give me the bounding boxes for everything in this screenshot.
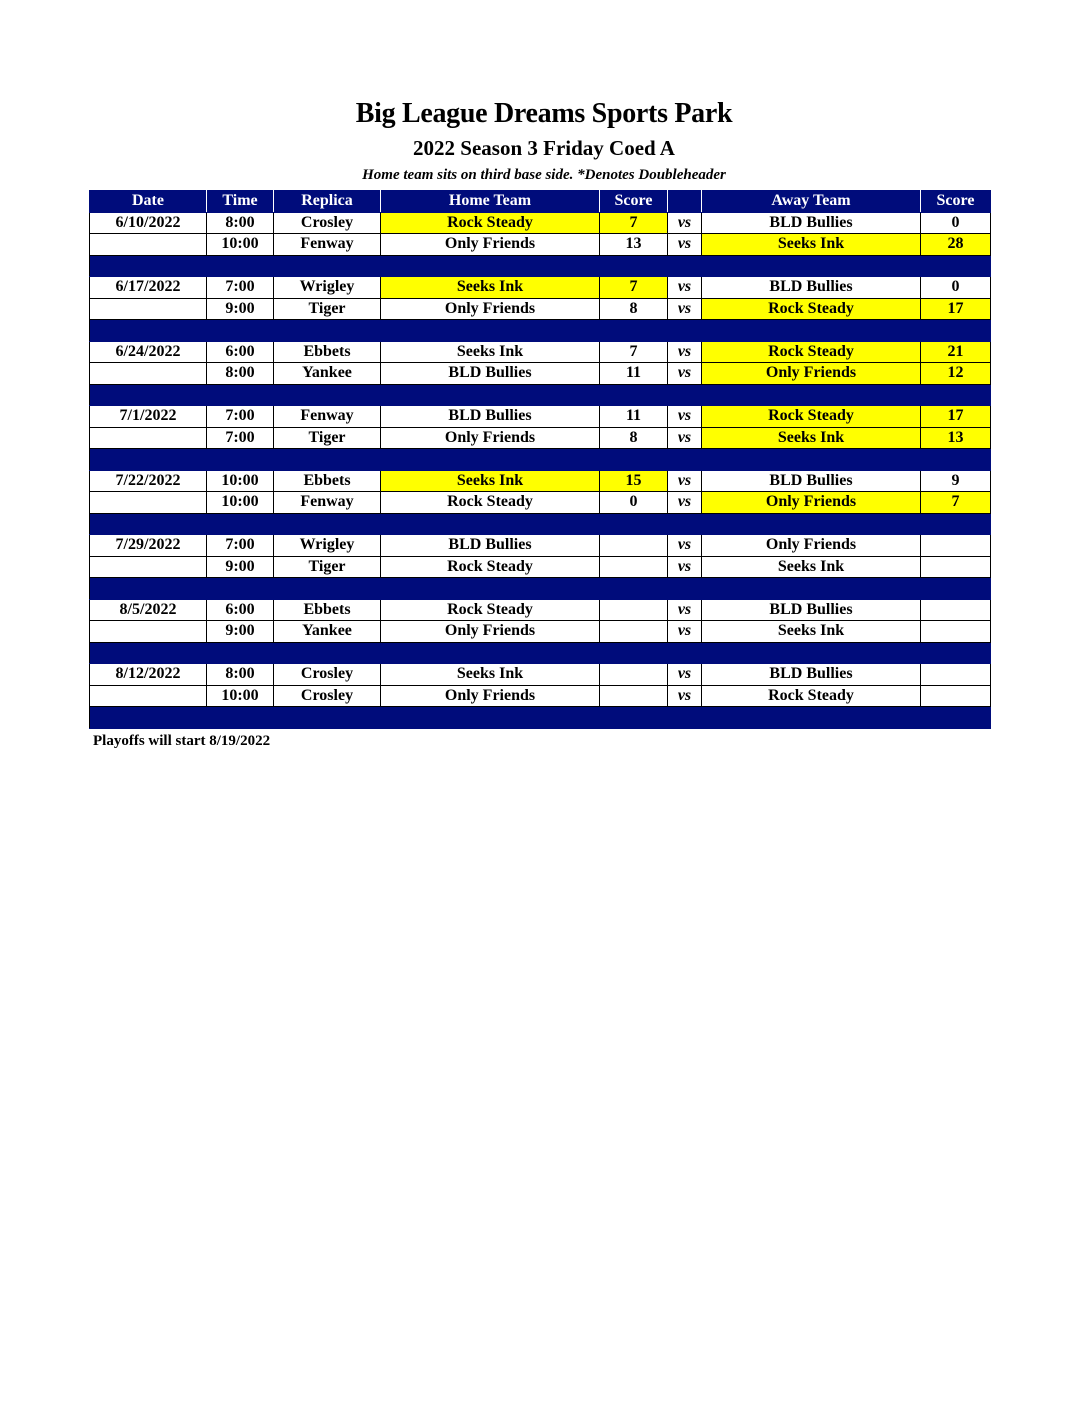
away-team-cell: BLD Bullies	[702, 212, 921, 234]
away-score-cell	[921, 621, 991, 643]
field-cell: Crosley	[274, 664, 381, 686]
home-score-cell: 7	[600, 212, 668, 234]
field-cell: Fenway	[274, 234, 381, 256]
separator-cell	[600, 578, 668, 600]
vs-cell: vs	[668, 556, 702, 578]
separator-cell	[90, 384, 207, 406]
table-row	[90, 664, 991, 686]
separator-cell	[90, 449, 207, 471]
time-cell: 8:00	[207, 664, 274, 686]
home-score-cell	[600, 556, 668, 578]
home-score-cell: 0	[600, 492, 668, 514]
separator-cell	[702, 513, 921, 535]
col-header-replica: Replica	[274, 191, 381, 213]
separator-cell	[702, 578, 921, 600]
away-team-cell: Seeks Ink	[702, 621, 921, 643]
time-cell: 9:00	[207, 556, 274, 578]
away-team-cell: Rock Steady	[702, 298, 921, 320]
separator-cell	[207, 320, 274, 342]
home-team-cell: BLD Bullies	[381, 363, 600, 385]
separator-cell	[600, 384, 668, 406]
away-score-cell	[921, 664, 991, 686]
separator-cell	[381, 320, 600, 342]
vs-cell: vs	[668, 298, 702, 320]
separator-cell	[668, 320, 702, 342]
away-team-cell: Rock Steady	[702, 685, 921, 707]
playoffs-note: Playoffs will start 8/19/2022	[93, 733, 271, 749]
separator-cell	[702, 449, 921, 471]
separator-cell	[921, 513, 991, 535]
separator-cell	[600, 513, 668, 535]
field-cell: Fenway	[274, 406, 381, 428]
vs-cell: vs	[668, 406, 702, 428]
col-header-date: Date	[90, 191, 207, 213]
away-score-cell: 21	[921, 341, 991, 363]
separator-cell	[668, 642, 702, 664]
vs-cell: vs	[668, 492, 702, 514]
away-team-cell: Rock Steady	[702, 341, 921, 363]
separator-cell	[921, 642, 991, 664]
col-header-away-team: Away Team	[702, 191, 921, 213]
separator-cell	[600, 707, 668, 729]
home-score-cell	[600, 621, 668, 643]
page-subtitle: 2022 Season 3 Friday Coed A	[413, 136, 675, 160]
separator-cell	[207, 513, 274, 535]
separator-cell	[274, 707, 381, 729]
home-team-cell: Seeks Ink	[381, 664, 600, 686]
week-separator-row	[90, 513, 991, 535]
separator-cell	[207, 707, 274, 729]
vs-cell: vs	[668, 664, 702, 686]
home-team-cell: Only Friends	[381, 685, 600, 707]
separator-cell	[600, 320, 668, 342]
home-score-cell: 7	[600, 341, 668, 363]
week-separator-row	[90, 707, 991, 729]
home-team-cell: Seeks Ink	[381, 341, 600, 363]
home-score-cell: 8	[600, 427, 668, 449]
separator-cell	[381, 707, 600, 729]
vs-cell: vs	[668, 535, 702, 557]
date-cell: 6/10/2022	[90, 212, 207, 234]
field-cell: Tiger	[274, 427, 381, 449]
separator-cell	[668, 513, 702, 535]
time-cell: 9:00	[207, 298, 274, 320]
home-score-cell	[600, 685, 668, 707]
home-score-cell	[600, 664, 668, 686]
away-team-cell: Seeks Ink	[702, 556, 921, 578]
home-score-cell: 11	[600, 406, 668, 428]
separator-cell	[207, 642, 274, 664]
field-cell: Yankee	[274, 363, 381, 385]
separator-cell	[668, 449, 702, 471]
date-cell: 7/1/2022	[90, 406, 207, 428]
separator-cell	[600, 449, 668, 471]
field-cell: Yankee	[274, 621, 381, 643]
table-row	[90, 212, 991, 234]
page-title: Big League Dreams Sports Park	[355, 98, 733, 129]
table-row	[90, 341, 991, 363]
time-cell: 7:00	[207, 406, 274, 428]
field-cell: Ebbets	[274, 341, 381, 363]
vs-cell: vs	[668, 685, 702, 707]
field-cell: Wrigley	[274, 277, 381, 299]
away-score-cell: 7	[921, 492, 991, 514]
col-header-vs	[668, 191, 702, 213]
separator-cell	[600, 642, 668, 664]
date-cell	[90, 427, 207, 449]
home-score-cell: 15	[600, 470, 668, 492]
away-score-cell	[921, 599, 991, 621]
field-cell: Tiger	[274, 556, 381, 578]
table-row	[90, 535, 991, 557]
home-score-cell: 13	[600, 234, 668, 256]
home-score-cell: 7	[600, 277, 668, 299]
date-cell: 7/22/2022	[90, 470, 207, 492]
separator-cell	[381, 642, 600, 664]
home-team-cell: BLD Bullies	[381, 535, 600, 557]
separator-cell	[381, 255, 600, 277]
away-score-cell: 9	[921, 470, 991, 492]
separator-cell	[207, 449, 274, 471]
away-score-cell: 12	[921, 363, 991, 385]
home-team-cell: Seeks Ink	[381, 470, 600, 492]
home-team-cell: Rock Steady	[381, 599, 600, 621]
table-row	[90, 470, 991, 492]
table-row	[90, 556, 991, 578]
separator-cell	[381, 384, 600, 406]
separator-cell	[668, 578, 702, 600]
separator-cell	[702, 384, 921, 406]
date-cell	[90, 234, 207, 256]
date-cell: 8/12/2022	[90, 664, 207, 686]
separator-cell	[668, 255, 702, 277]
field-cell: Ebbets	[274, 599, 381, 621]
date-cell	[90, 621, 207, 643]
time-cell: 9:00	[207, 621, 274, 643]
date-cell: 8/5/2022	[90, 599, 207, 621]
away-team-cell: BLD Bullies	[702, 277, 921, 299]
separator-cell	[600, 255, 668, 277]
date-cell	[90, 298, 207, 320]
col-header-home-team: Home Team	[381, 191, 600, 213]
separator-cell	[274, 513, 381, 535]
table-row	[90, 621, 991, 643]
away-score-cell	[921, 535, 991, 557]
time-cell: 6:00	[207, 341, 274, 363]
separator-cell	[921, 320, 991, 342]
away-score-cell	[921, 556, 991, 578]
away-team-cell: BLD Bullies	[702, 599, 921, 621]
home-team-cell: BLD Bullies	[381, 406, 600, 428]
separator-cell	[668, 384, 702, 406]
vs-cell: vs	[668, 599, 702, 621]
away-score-cell: 28	[921, 234, 991, 256]
date-cell: 6/24/2022	[90, 341, 207, 363]
schedule-table	[89, 190, 991, 729]
separator-cell	[274, 255, 381, 277]
vs-cell: vs	[668, 234, 702, 256]
date-cell	[90, 492, 207, 514]
table-row	[90, 298, 991, 320]
home-team-cell: Only Friends	[381, 234, 600, 256]
home-team-cell: Only Friends	[381, 621, 600, 643]
separator-cell	[702, 320, 921, 342]
week-separator-row	[90, 578, 991, 600]
home-score-cell	[600, 535, 668, 557]
table-row	[90, 277, 991, 299]
home-team-cell: Rock Steady	[381, 556, 600, 578]
field-cell: Tiger	[274, 298, 381, 320]
separator-cell	[90, 642, 207, 664]
away-team-cell: Seeks Ink	[702, 427, 921, 449]
away-score-cell	[921, 685, 991, 707]
col-header-away-score: Score	[921, 191, 991, 213]
separator-cell	[702, 642, 921, 664]
separator-cell	[274, 384, 381, 406]
table-row	[90, 685, 991, 707]
away-team-cell: Seeks Ink	[702, 234, 921, 256]
date-cell	[90, 363, 207, 385]
time-cell: 10:00	[207, 470, 274, 492]
away-score-cell: 17	[921, 406, 991, 428]
week-separator-row	[90, 384, 991, 406]
field-cell: Crosley	[274, 685, 381, 707]
home-team-cell: Seeks Ink	[381, 277, 600, 299]
field-cell: Fenway	[274, 492, 381, 514]
separator-cell	[90, 255, 207, 277]
separator-cell	[90, 513, 207, 535]
separator-cell	[90, 578, 207, 600]
table-row	[90, 234, 991, 256]
vs-cell: vs	[668, 341, 702, 363]
date-cell	[90, 556, 207, 578]
field-cell: Ebbets	[274, 470, 381, 492]
table-header-row	[90, 191, 991, 213]
date-cell	[90, 685, 207, 707]
away-team-cell: BLD Bullies	[702, 470, 921, 492]
separator-cell	[921, 384, 991, 406]
home-team-cell: Rock Steady	[381, 212, 600, 234]
date-cell: 7/29/2022	[90, 535, 207, 557]
field-cell: Wrigley	[274, 535, 381, 557]
vs-cell: vs	[668, 277, 702, 299]
home-team-cell: Only Friends	[381, 427, 600, 449]
away-team-cell: Only Friends	[702, 492, 921, 514]
separator-cell	[921, 255, 991, 277]
away-team-cell: Rock Steady	[702, 406, 921, 428]
home-score-cell: 11	[600, 363, 668, 385]
away-score-cell: 0	[921, 212, 991, 234]
separator-cell	[702, 707, 921, 729]
home-team-cell: Only Friends	[381, 298, 600, 320]
week-separator-row	[90, 320, 991, 342]
table-row	[90, 406, 991, 428]
time-cell: 8:00	[207, 363, 274, 385]
away-score-cell: 0	[921, 277, 991, 299]
table-row	[90, 492, 991, 514]
table-row	[90, 599, 991, 621]
field-cell: Crosley	[274, 212, 381, 234]
separator-cell	[702, 255, 921, 277]
separator-cell	[921, 707, 991, 729]
time-cell: 10:00	[207, 492, 274, 514]
away-score-cell: 17	[921, 298, 991, 320]
week-separator-row	[90, 255, 991, 277]
vs-cell: vs	[668, 621, 702, 643]
time-cell: 8:00	[207, 212, 274, 234]
home-score-cell	[600, 599, 668, 621]
separator-cell	[274, 320, 381, 342]
col-header-time: Time	[207, 191, 274, 213]
separator-cell	[921, 449, 991, 471]
time-cell: 6:00	[207, 599, 274, 621]
week-separator-row	[90, 449, 991, 471]
home-team-cell: Rock Steady	[381, 492, 600, 514]
time-cell: 7:00	[207, 535, 274, 557]
separator-cell	[921, 578, 991, 600]
col-header-home-score: Score	[600, 191, 668, 213]
separator-cell	[90, 707, 207, 729]
vs-cell: vs	[668, 470, 702, 492]
time-cell: 7:00	[207, 277, 274, 299]
separator-cell	[207, 578, 274, 600]
date-cell: 6/17/2022	[90, 277, 207, 299]
schedule-note: Home team sits on third base side. *Denotes Doubleheader	[362, 167, 726, 183]
separator-cell	[274, 642, 381, 664]
time-cell: 7:00	[207, 427, 274, 449]
separator-cell	[274, 449, 381, 471]
home-score-cell: 8	[600, 298, 668, 320]
away-score-cell: 13	[921, 427, 991, 449]
separator-cell	[90, 320, 207, 342]
separator-cell	[381, 513, 600, 535]
away-team-cell: BLD Bullies	[702, 664, 921, 686]
separator-cell	[381, 449, 600, 471]
separator-cell	[381, 578, 600, 600]
vs-cell: vs	[668, 212, 702, 234]
separator-cell	[207, 255, 274, 277]
table-row	[90, 427, 991, 449]
away-team-cell: Only Friends	[702, 535, 921, 557]
vs-cell: vs	[668, 427, 702, 449]
separator-cell	[207, 384, 274, 406]
time-cell: 10:00	[207, 234, 274, 256]
separator-cell	[274, 578, 381, 600]
schedule-body	[90, 212, 991, 728]
vs-cell: vs	[668, 363, 702, 385]
time-cell: 10:00	[207, 685, 274, 707]
away-team-cell: Only Friends	[702, 363, 921, 385]
table-row	[90, 363, 991, 385]
week-separator-row	[90, 642, 991, 664]
separator-cell	[668, 707, 702, 729]
